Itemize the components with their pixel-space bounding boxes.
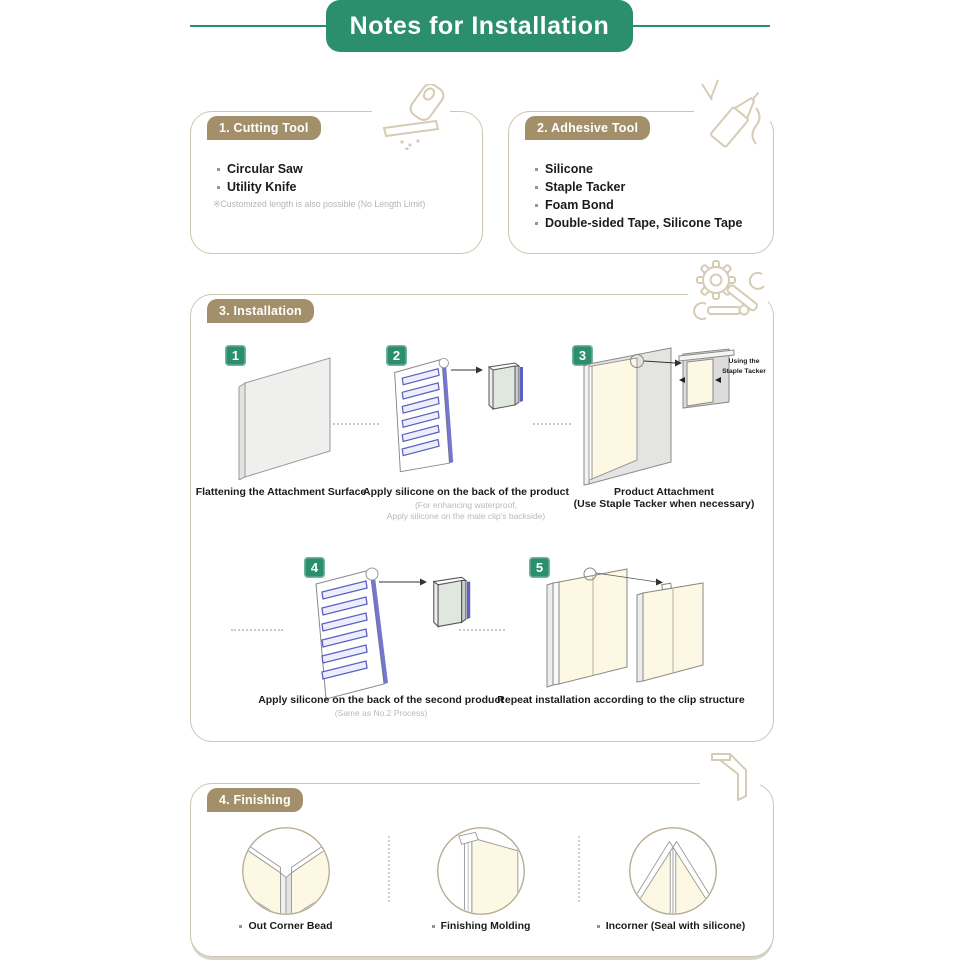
step-2-subcaption-2: Apply silicone on the male clip's backside) — [386, 511, 546, 521]
list-item: Utility Knife — [217, 178, 303, 196]
list-item: Foam Bond — [535, 196, 743, 214]
dotted-separator — [578, 836, 580, 902]
adhesive-tool-badge: 2. Adhesive Tool — [525, 116, 650, 140]
step-3-number: 3 — [572, 345, 593, 366]
step-1-number: 1 — [225, 345, 246, 366]
silicone-tube-icon — [694, 78, 770, 160]
list-item: Circular Saw — [217, 160, 303, 178]
out-corner-bead-illustration — [240, 825, 332, 917]
cutting-tool-badge: 1. Cutting Tool — [207, 116, 321, 140]
installation-section — [190, 294, 774, 742]
step-2-caption: Apply silicone on the back of the product — [363, 486, 569, 498]
installation-badge: 3. Installation — [207, 299, 314, 323]
cutting-tool-list — [217, 160, 303, 196]
finishing-badge: 4. Finishing — [207, 788, 303, 812]
utility-knife-icon — [372, 84, 450, 150]
step-4-subcaption: (Same as No.2 Process) — [334, 708, 428, 718]
list-item: Staple Tacker — [535, 178, 743, 196]
finishing-section — [190, 783, 774, 957]
list-item: Silicone — [535, 160, 743, 178]
bullet-icon — [217, 186, 220, 189]
dotted-separator — [231, 629, 283, 631]
arrow-icon — [451, 365, 483, 375]
corner-trim-icon — [700, 750, 760, 806]
page-title: Notes for Installation — [326, 0, 633, 52]
step-4-number: 4 — [304, 557, 325, 578]
arrow-icon — [379, 577, 427, 587]
list-item: Double-sided Tape, Silicone Tape — [535, 214, 743, 232]
step-5-number: 5 — [529, 557, 550, 578]
adhesive-tool-list — [535, 160, 743, 232]
bullet-icon — [217, 168, 220, 171]
finishing-molding-illustration — [435, 825, 527, 917]
gear-wrench-icon — [688, 254, 768, 328]
dotted-separator — [333, 423, 379, 425]
step4-product-illustration — [429, 573, 475, 633]
cutting-tool-note: ※Customized length is also possible (No Length Limit) — [213, 199, 426, 209]
bullet-icon — [535, 168, 538, 171]
incorner-illustration — [627, 825, 719, 917]
step-2-number: 2 — [386, 345, 407, 366]
dotted-separator — [459, 629, 505, 631]
step-2-subcaption-1: (For enhancing waterproof, — [414, 500, 518, 510]
bullet-icon — [535, 186, 538, 189]
finishing-item-caption: Out Corner Bead — [211, 920, 361, 932]
dotted-separator — [533, 423, 571, 425]
step2-silicone-panel-illustration — [389, 354, 457, 476]
bullet-icon — [535, 204, 538, 207]
step-5-caption: Repeat installation according to the clip structure — [497, 694, 745, 706]
step-3-caption: Product Attachment (Use Staple Tacker when necessary) — [573, 486, 755, 510]
staple-tacker-annotation: Using the Staple Tacker — [722, 358, 766, 375]
dotted-separator — [388, 836, 390, 902]
bullet-icon — [597, 925, 600, 928]
finishing-item-caption: Finishing Molding — [406, 920, 556, 932]
bullet-icon — [239, 925, 242, 928]
step2-product-illustration — [485, 359, 527, 415]
step-4-caption: Apply silicone on the back of the second product — [258, 694, 504, 706]
bullet-icon — [535, 222, 538, 225]
step1-panel-illustration — [233, 355, 333, 480]
step-1-caption: Flattening the Attachment Surface — [195, 486, 367, 498]
bullet-icon — [432, 925, 435, 928]
step5-clip-structure-illustration — [541, 561, 709, 691]
finishing-item-caption: Incorner (Seal with silicone) — [571, 920, 771, 932]
